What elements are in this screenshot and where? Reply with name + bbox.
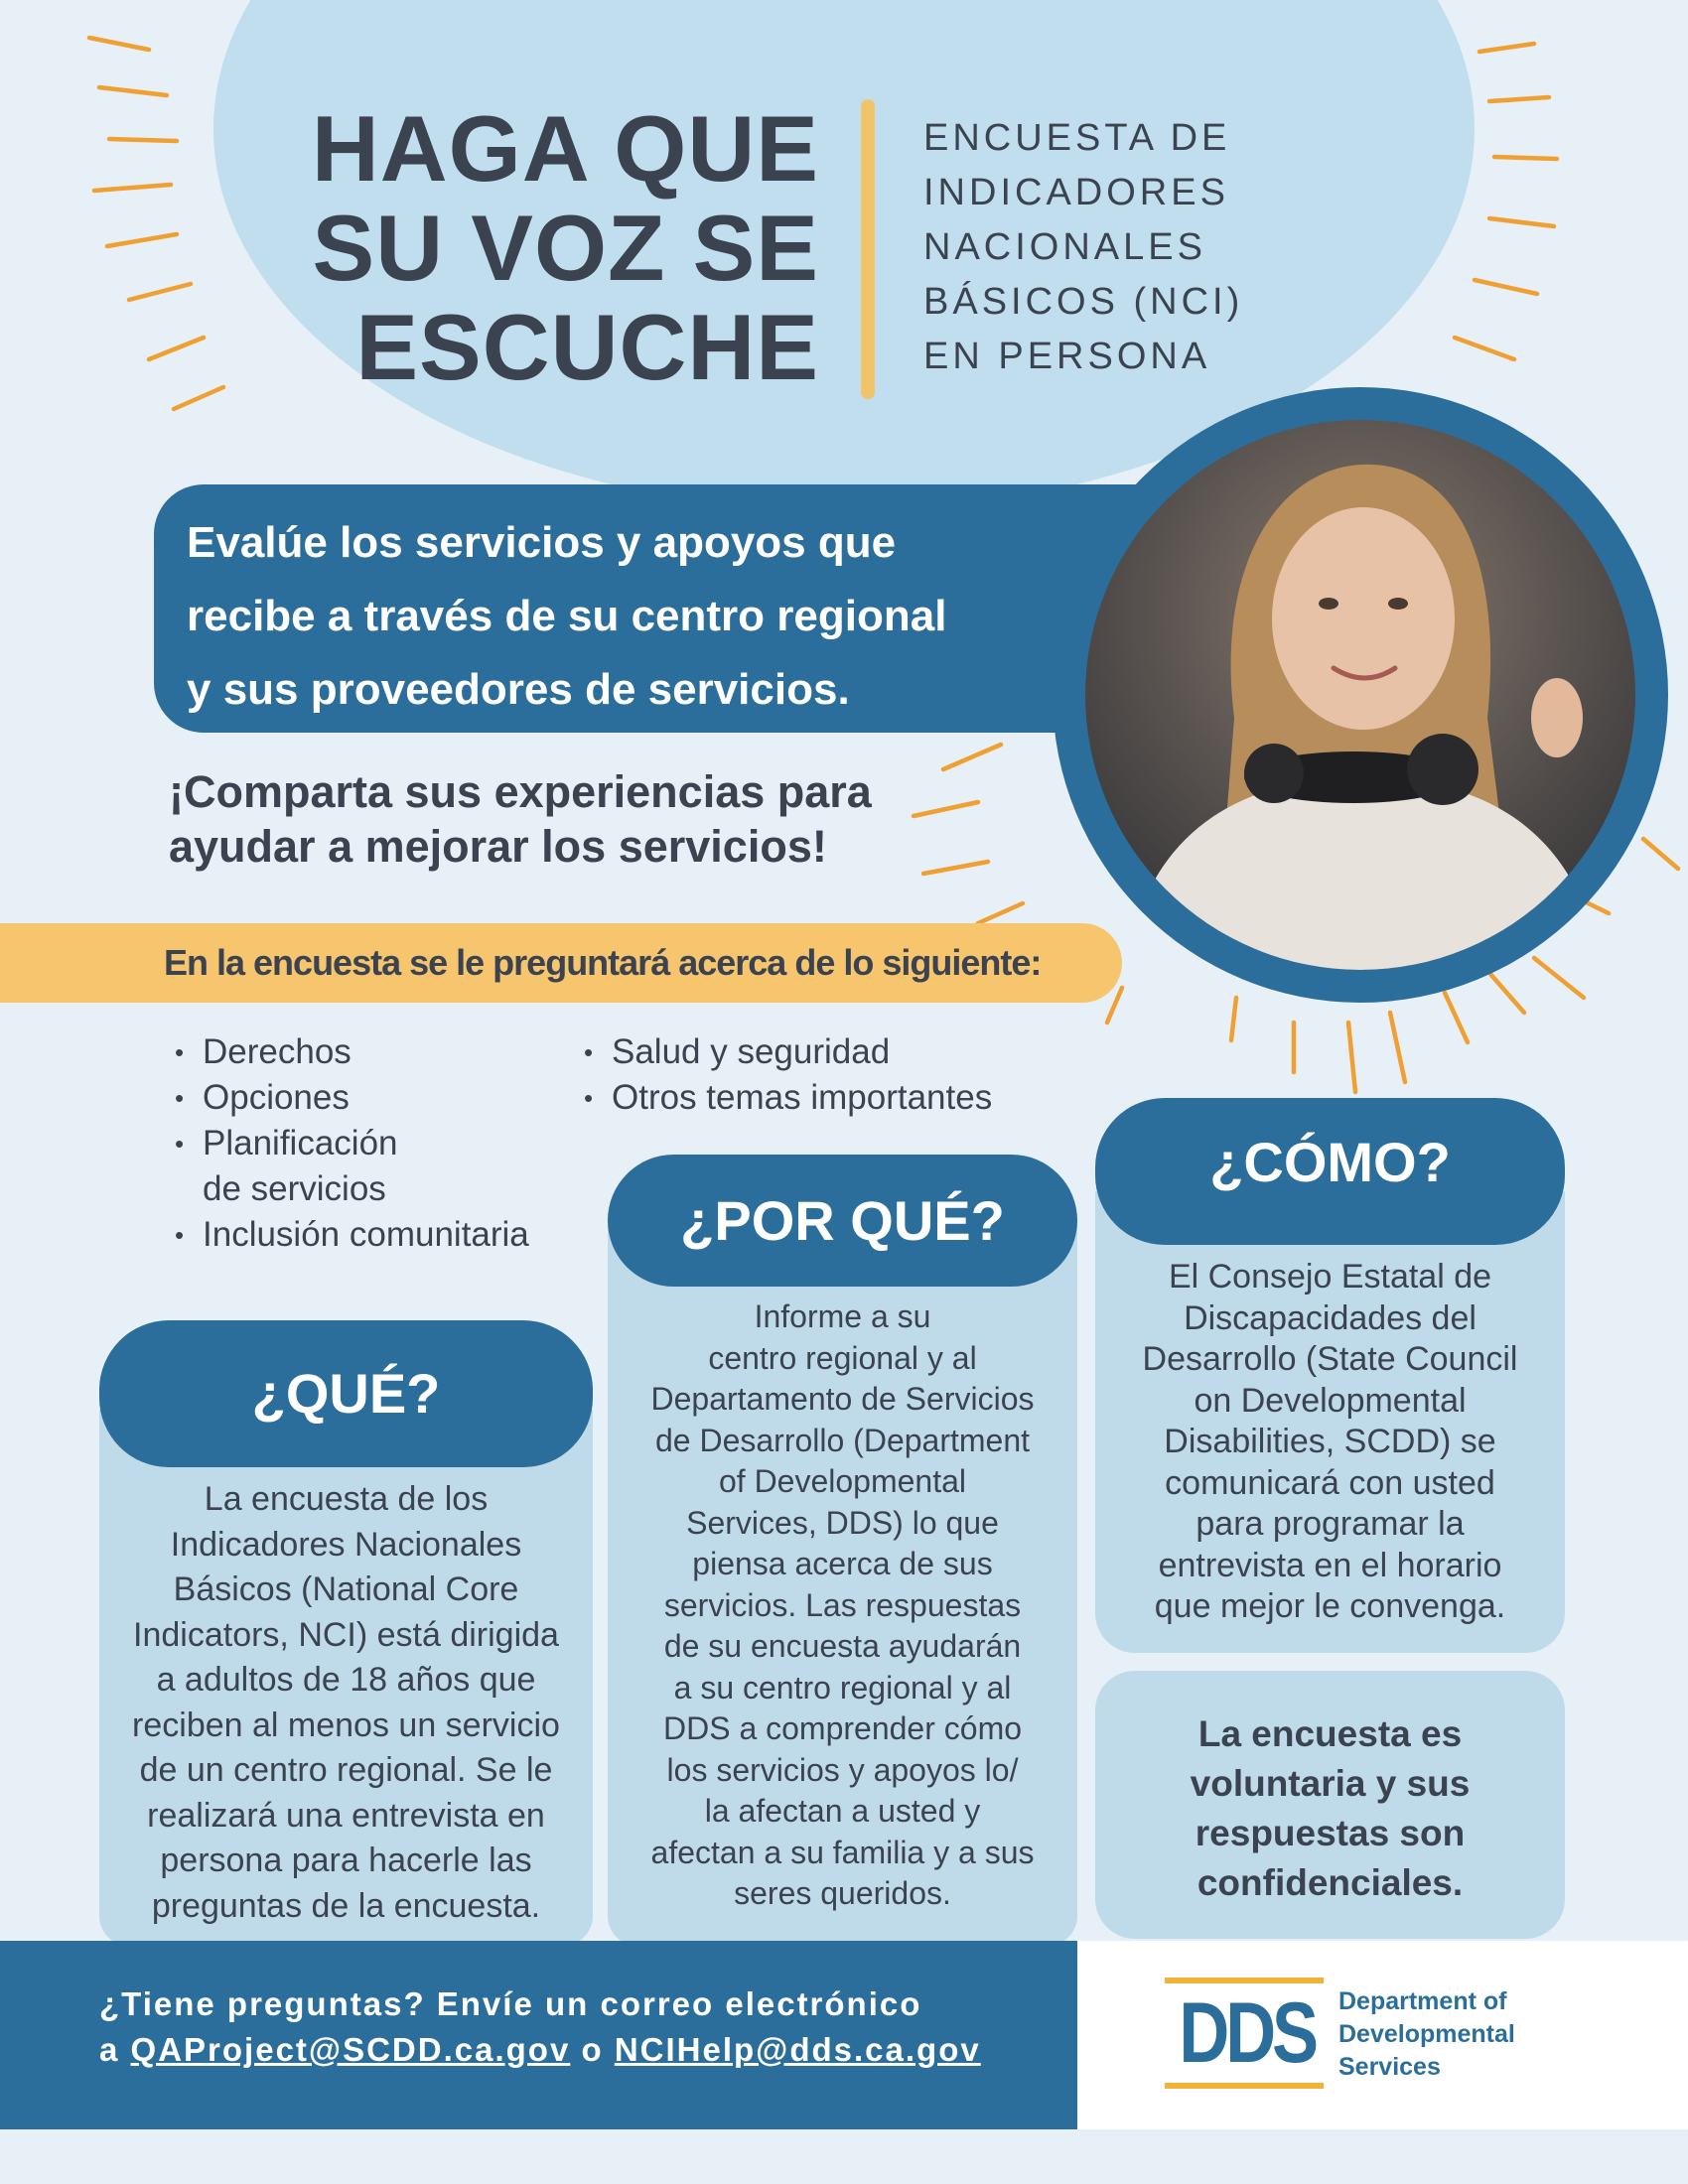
call-to-action [169, 764, 1043, 874]
footer-prefix: a [99, 2031, 120, 2068]
confidential-line: respuestas son [1195, 1813, 1466, 1853]
subtitle-line: EN PERSONA [923, 336, 1211, 377]
list-item: • Otros temas importantes [576, 1075, 1053, 1121]
banner-line: recibe a través de su centro regional [187, 592, 947, 640]
footer-email-line [99, 2027, 981, 2073]
porque-line: Services, DDS) lo que [686, 1504, 999, 1541]
porque-line: los servicios y apoyos lo/ [666, 1751, 1019, 1788]
email-link-dds[interactable]: NCIHelp@dds.ca.gov [614, 2031, 981, 2068]
list-item: • Inclusión comunitaria [167, 1212, 584, 1258]
dds-logo [1165, 1978, 1324, 2089]
banner-line: Evalúe los servicios y apoyos que [187, 518, 897, 567]
confidential-line: La encuesta es [1197, 1713, 1463, 1754]
subtitle-line: INDICADORES [923, 172, 1229, 213]
porque-line: centro regional y al [708, 1339, 977, 1376]
banner-line: y sus proveedores de servicios. [187, 665, 850, 714]
porque-line: servicios. Las respuestas [663, 1586, 1022, 1623]
topics-list-right [576, 1029, 1053, 1121]
logo-name-line: Developmental [1338, 2020, 1515, 2048]
como-line: entrevista en el horario [1158, 1546, 1502, 1584]
logo-name-line: Services [1338, 2053, 1441, 2081]
que-line: Indicadores Nacionales [170, 1525, 522, 1564]
confidential-line: confidenciales. [1196, 1862, 1464, 1903]
porque-line: DDS a comprender cómo [662, 1710, 1023, 1746]
footer-joiner: o [581, 2031, 604, 2068]
page-title-line: SU VOZ SE [312, 196, 819, 300]
que-line: de un centro regional. Se le [139, 1751, 553, 1789]
confidential-line: voluntaria y sus [1190, 1763, 1471, 1804]
como-line: para programar la [1196, 1505, 1465, 1543]
logo-name-line: Department of [1338, 1987, 1507, 2015]
porque-line: piensa acerca de sus [692, 1546, 993, 1581]
list-item: • Opciones [167, 1075, 584, 1121]
porque-line: de su encuesta ayudarán [663, 1628, 1022, 1664]
porque-line: Departamento de Servicios [650, 1381, 1035, 1417]
como-body [1095, 1257, 1565, 1628]
list-item: • Derechos [167, 1029, 584, 1075]
subtitle-line: BÁSICOS (NCI) [923, 281, 1244, 323]
que-line: a adultos de 18 años que [156, 1661, 536, 1699]
porque-line: Informe a su [754, 1298, 931, 1334]
porque-heading: ¿POR QUÉ? [608, 1155, 1077, 1287]
subtitle-line: ENCUESTA DE [923, 117, 1231, 159]
topics-heading: En la encuesta se le preguntará acerca de lo siguiente: [164, 942, 1042, 983]
page-subtitle [923, 111, 1243, 384]
logo-letters: DDS [1179, 1985, 1315, 2081]
como-line: Discapacidades del [1184, 1298, 1477, 1337]
dds-logo-name [1338, 1985, 1515, 2084]
como-line: comunicará con usted [1165, 1463, 1495, 1502]
cta-line: ¡Comparta sus experiencias para [169, 766, 872, 817]
porque-line: a su centro regional y al [673, 1669, 1012, 1706]
page-title-line: HAGA QUE [311, 96, 819, 201]
que-line: La encuesta de los [204, 1480, 489, 1518]
como-line: Desarrollo (State Council [1142, 1340, 1518, 1378]
como-line: que mejor le convenga. [1154, 1587, 1506, 1625]
como-heading: ¿CÓMO? [1095, 1098, 1565, 1245]
cta-line: ayudar a mejorar los servicios! [169, 821, 827, 872]
porque-body [608, 1297, 1077, 1915]
que-body [99, 1477, 593, 1929]
title-divider [861, 99, 875, 399]
que-line: preguntas de la encuesta. [151, 1886, 541, 1925]
topics-list-left [167, 1029, 584, 1258]
email-link-scdd[interactable]: QAProject@SCDD.ca.gov [130, 2031, 571, 2068]
como-line: on Developmental [1194, 1381, 1467, 1420]
que-heading: ¿QUÉ? [99, 1320, 593, 1467]
footer-contact-text [99, 1981, 981, 2073]
que-line: Indicators, NCI) está dirigida [133, 1615, 559, 1654]
page-title-line: ESCUCHE [355, 295, 819, 399]
porque-line: la afectan a usted y [704, 1793, 981, 1829]
que-line: Básicos (National Core [173, 1570, 519, 1608]
list-item: • Salud y seguridad [576, 1029, 1053, 1075]
que-line: reciben al menos un servicio [132, 1706, 560, 1744]
porque-line: seres queridos. [734, 1875, 951, 1911]
porque-line: of Developmental [718, 1463, 967, 1499]
como-line: Disabilities, SCDD) se [1164, 1423, 1496, 1460]
intro-banner-text [187, 506, 1100, 727]
confidential-notice [1095, 1709, 1565, 1908]
que-line: persona para hacerle las [160, 1842, 532, 1879]
subtitle-line: NACIONALES [923, 226, 1206, 268]
como-line: El Consejo Estatal de [1168, 1258, 1492, 1296]
footer-question: ¿Tiene preguntas? Envíe un correo electrónico [99, 1985, 922, 2022]
person-illustration [1085, 420, 1635, 970]
list-item: • Planificación de servicios [167, 1121, 441, 1212]
porque-line: de Desarrollo (Department [654, 1422, 1031, 1458]
page-title [253, 96, 819, 399]
que-line: realizará una entrevista en [147, 1796, 545, 1835]
porque-line: afectan a su familia y a sus [650, 1834, 1035, 1870]
logo-bar-bottom [1165, 2083, 1324, 2089]
participant-photo [1085, 420, 1635, 970]
